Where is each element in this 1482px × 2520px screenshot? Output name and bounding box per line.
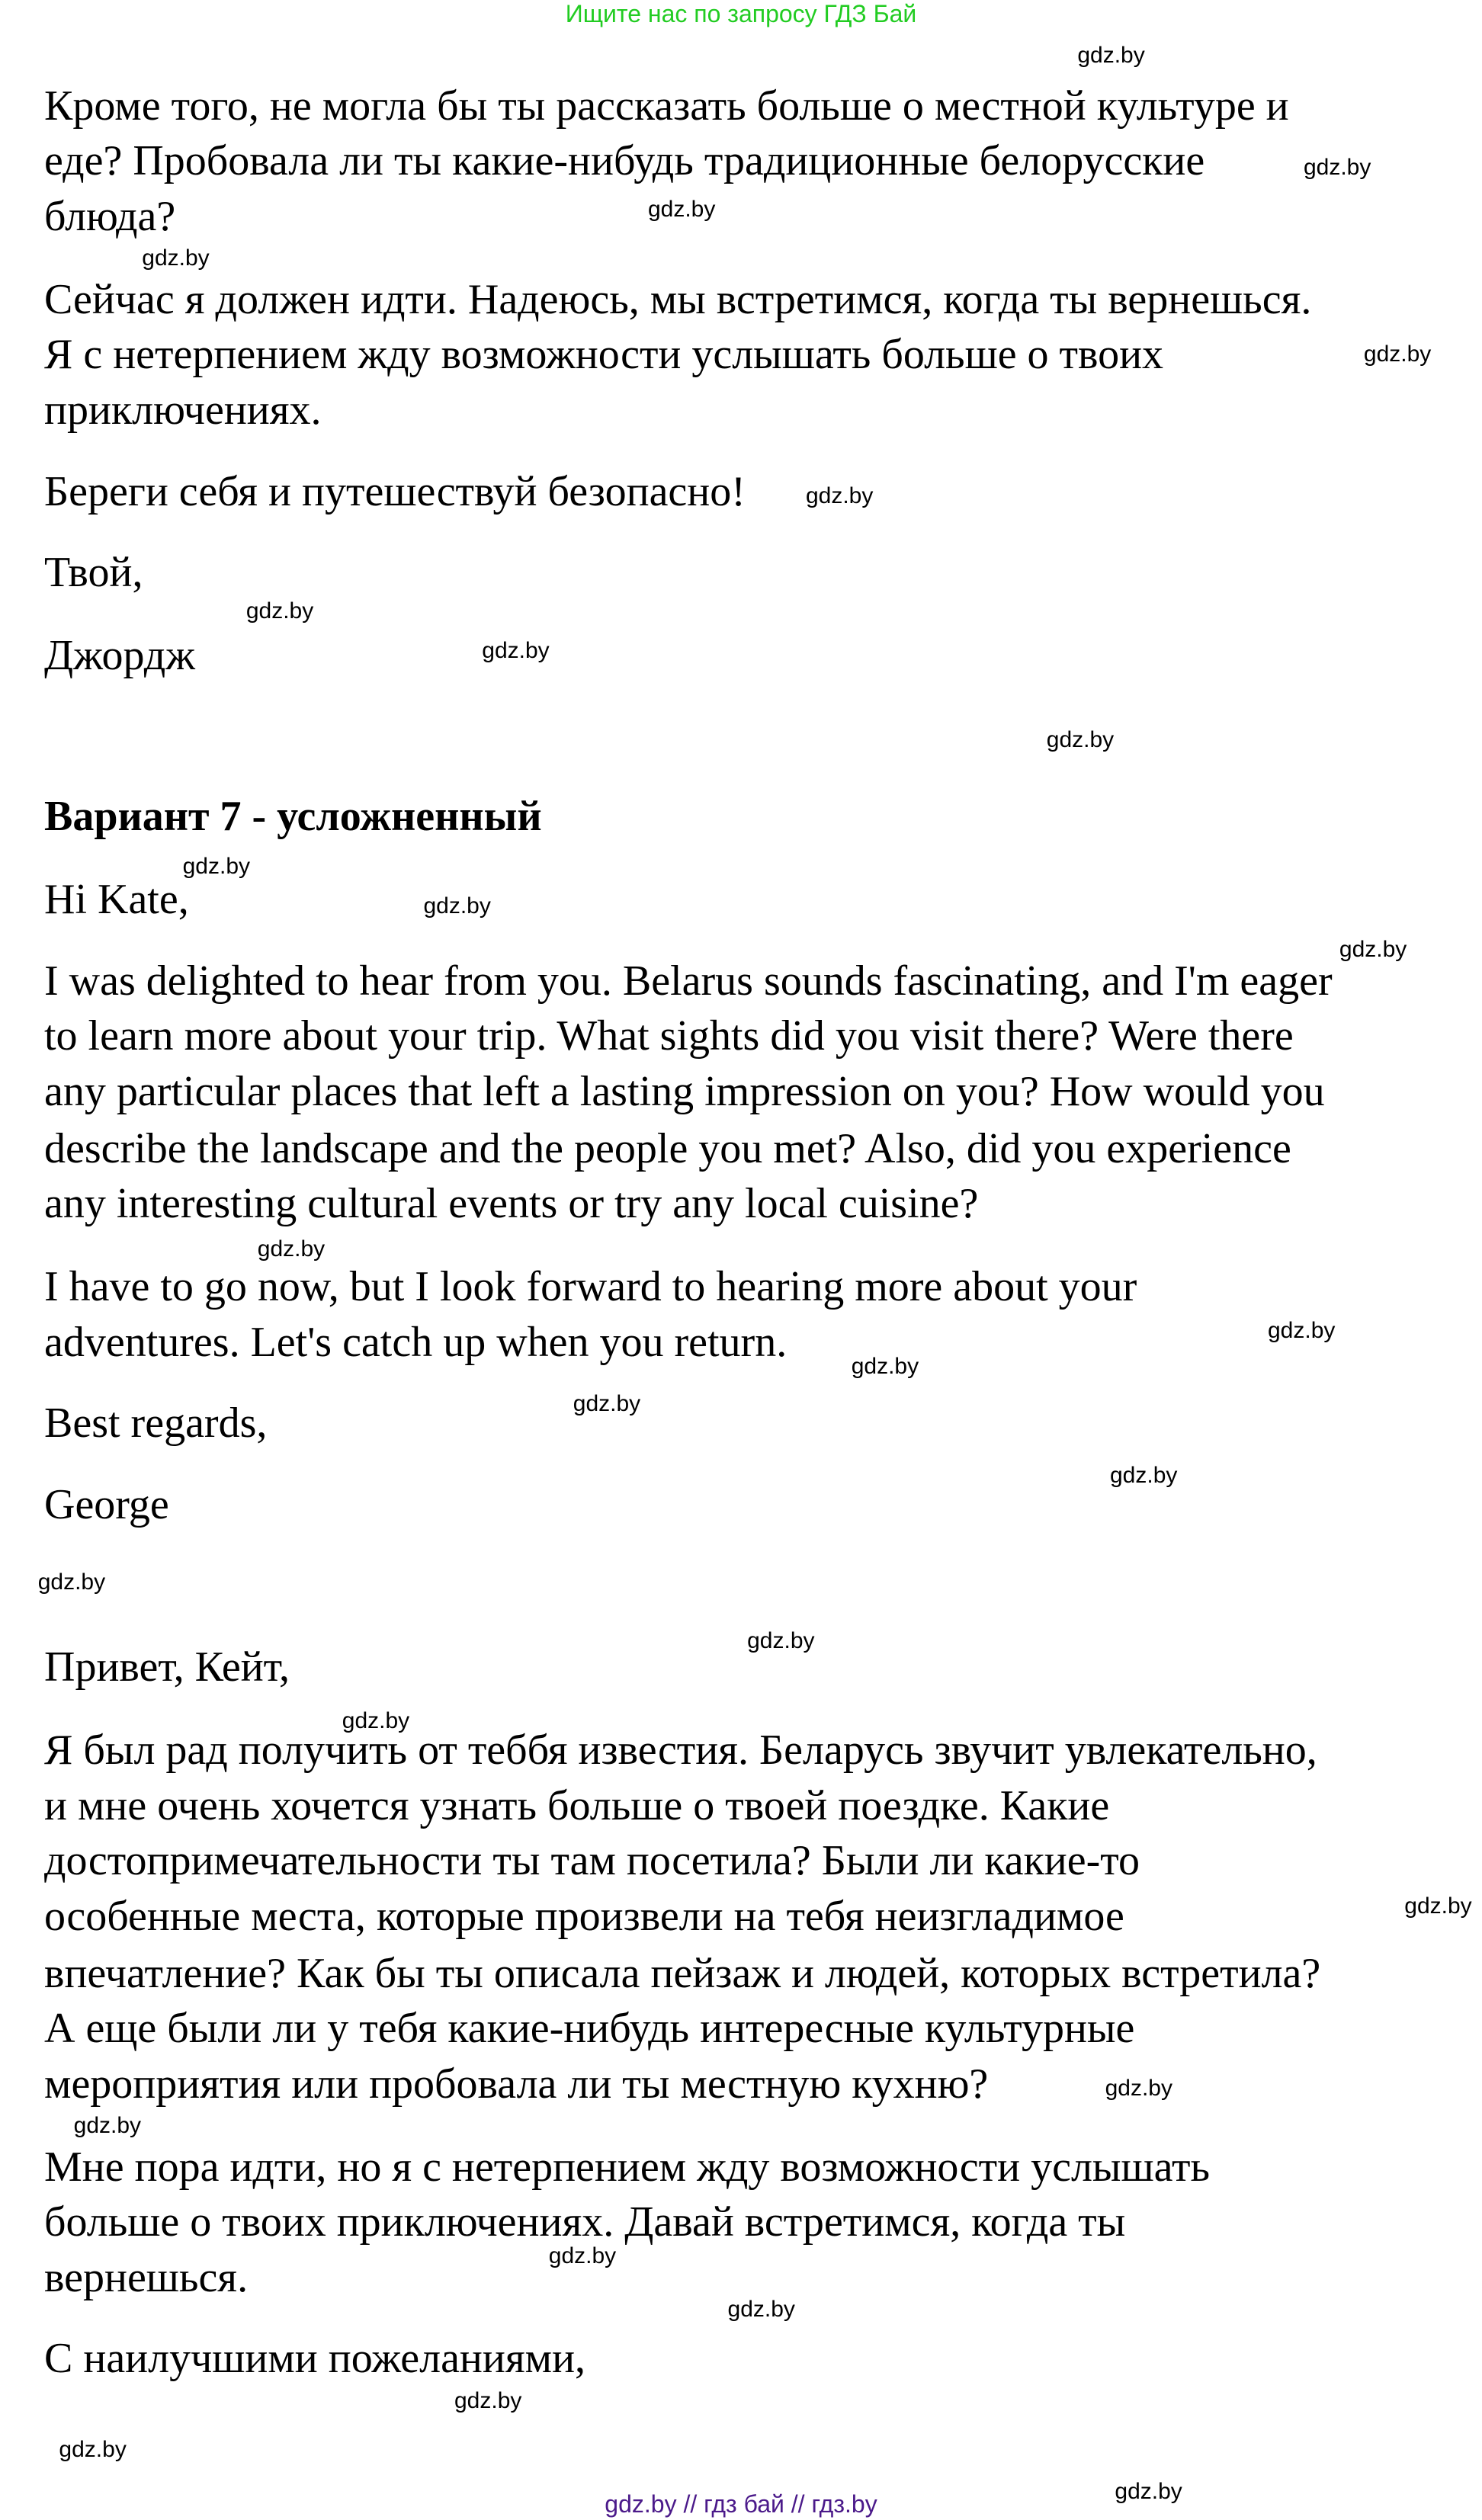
text-line: Кроме того, не могла бы ты рассказать больше о местной культуре и: [44, 82, 1289, 130]
text-line: I have to go now, but I look forward to hearing more about your: [44, 1263, 1137, 1311]
text-line: Джордж: [44, 632, 195, 680]
watermark: gdz.by: [1404, 1893, 1472, 1919]
text-line: А еще были ли у тебя какие-нибудь интересные культурные: [44, 2005, 1135, 2053]
watermark: gdz.by: [142, 245, 210, 271]
watermark: gdz.by: [1115, 2479, 1182, 2505]
watermark: gdz.by: [59, 2436, 127, 2462]
text-line: приключениях.: [44, 386, 322, 434]
watermark: gdz.by: [37, 1569, 106, 1595]
watermark: gdz.by: [454, 2387, 522, 2413]
watermark: gdz.by: [482, 637, 550, 663]
text-line: to learn more about your trip. What sights did you visit there? Were there: [44, 1012, 1294, 1060]
text-line: блюда?: [44, 192, 176, 240]
watermark: gdz.by: [727, 2297, 795, 2323]
watermark: gdz.by: [548, 2243, 617, 2268]
text-line: Твой,: [44, 549, 143, 597]
watermark: gdz.by: [1267, 1317, 1336, 1343]
watermark: gdz.by: [1077, 42, 1145, 68]
text-line: и мне очень хочется узнать больше о твоей поездке. Какие: [44, 1781, 1110, 1829]
text-line: Сейчас я должен идти. Надеюсь, мы встретимся, когда ты вернешься.: [44, 275, 1312, 323]
watermark: gdz.by: [1339, 937, 1407, 963]
text-line: Я с нетерпением жду возможности услышать больше о твоих: [44, 331, 1164, 379]
text-line: any interesting cultural events or try any local cuisine?: [44, 1180, 979, 1228]
text-line: С наилучшими пожеланиями,: [44, 2335, 586, 2383]
header-banner: Ищите нас по запросу ГДЗ Бай: [565, 0, 917, 27]
watermark: gdz.by: [182, 854, 251, 880]
text-line: еде? Пробовала ли ты какие-нибудь традиционные белорусские: [44, 137, 1205, 185]
watermark: gdz.by: [1303, 154, 1371, 180]
watermark: gdz.by: [423, 893, 491, 919]
watermark: gdz.by: [1363, 341, 1432, 367]
footer-banner: gdz.by // гдз бай // гдз.by: [605, 2490, 877, 2518]
text-line: Береги себя и путешествуй безопасно!: [44, 467, 746, 515]
watermark: gdz.by: [1105, 2076, 1172, 2102]
watermark: gdz.by: [805, 483, 874, 508]
text-line: достопримечательности ты там посетила? Были ли какие-то: [44, 1837, 1140, 1885]
text-line: особенные места, которые произвели на тебя неизгладимое: [44, 1892, 1124, 1940]
watermark: gdz.by: [342, 1707, 410, 1733]
text-line: Привет, Кейт,: [44, 1643, 290, 1691]
watermark: gdz.by: [747, 1628, 815, 1654]
watermark: gdz.by: [1046, 726, 1115, 752]
text-line: Я был рад получить от теббя известия. Беларусь звучит увлекательно,: [44, 1726, 1317, 1775]
text-line: I was delighted to hear from you. Belarus sounds fascinating, and I'm eager: [44, 957, 1333, 1005]
watermark: gdz.by: [73, 2113, 142, 2139]
section-heading: Вариант 7 - усложненный: [44, 793, 542, 841]
watermark: gdz.by: [647, 197, 716, 223]
text-line: больше о твоих приключениях. Давай встретимся, когда ты: [44, 2198, 1126, 2246]
watermark: gdz.by: [1109, 1462, 1178, 1488]
watermark: gdz.by: [245, 598, 314, 624]
text-line: впечатление? Как бы ты описала пейзаж и людей, которых встретила?: [44, 1949, 1321, 1997]
text-line: Best regards,: [44, 1399, 268, 1448]
text-line: вернешься.: [44, 2253, 249, 2301]
text-line: any particular places that left a lasting impression on you? How would you: [44, 1068, 1325, 1116]
text-line: Hi Kate,: [44, 876, 189, 924]
text-line: adventures. Let's catch up when you return.: [44, 1318, 788, 1366]
text-line: describe the landscape and the people you met? Also, did you experience: [44, 1124, 1291, 1172]
text-line: мероприятия или пробовала ли ты местную кухню?: [44, 2060, 989, 2108]
text-line: Мне пора идти, но я с нетерпением жду возможности услышать: [44, 2143, 1211, 2191]
text-line: George: [44, 1481, 169, 1529]
watermark: gdz.by: [851, 1353, 919, 1379]
watermark: gdz.by: [573, 1390, 641, 1416]
watermark: gdz.by: [257, 1236, 326, 1262]
